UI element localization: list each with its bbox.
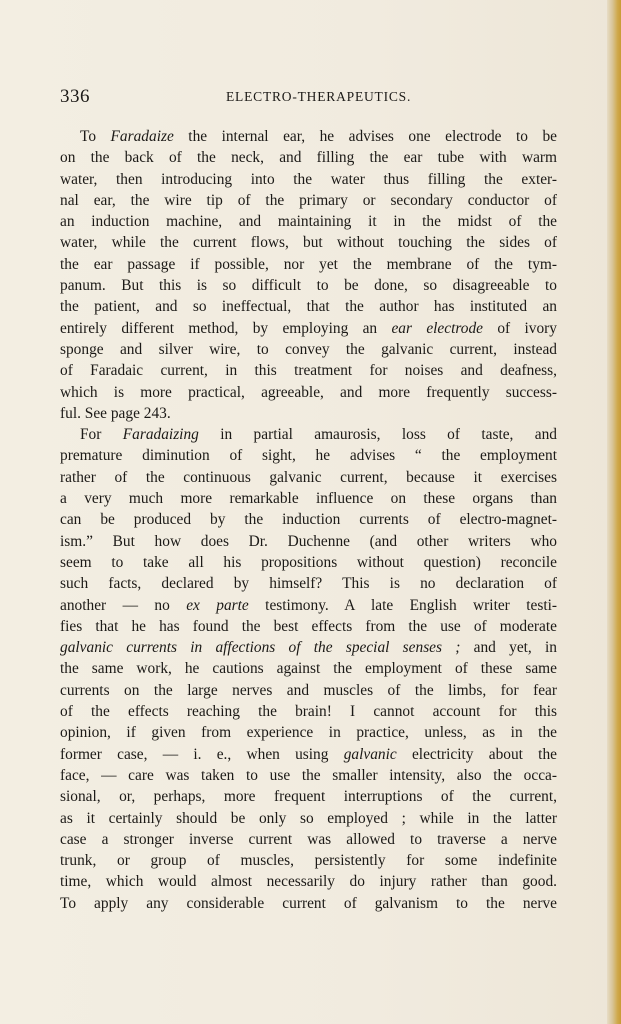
text-run: sponge and silver wire, to convey the galvanic current, instead xyxy=(60,340,557,358)
text-line xyxy=(60,467,557,488)
text-line xyxy=(60,722,557,743)
text-line xyxy=(60,637,557,658)
text-line xyxy=(60,893,557,914)
italic-text: galvanic xyxy=(343,745,397,763)
text-run: and yet, in xyxy=(460,639,557,657)
text-line xyxy=(60,382,557,403)
text-run: the same work, he cautions against the employment of these same xyxy=(60,660,557,678)
text-line xyxy=(60,211,557,232)
text-run: currents on the large nerves and muscles of the limbs, for fear xyxy=(60,681,557,699)
italic-text: ear electrode xyxy=(391,319,484,337)
text-line xyxy=(60,339,557,360)
text-run: as it certainly should be only so employed ; while in the latter xyxy=(60,809,557,827)
text-run: case a stronger inverse current was allowed to traverse a nerve xyxy=(60,830,557,848)
text-run: To xyxy=(80,128,111,145)
text-run: of the effects reaching the brain! I cannot account for this xyxy=(60,703,557,721)
text-line xyxy=(60,424,557,445)
text-run: opinion, if given from experience in practice, unless, as in the xyxy=(60,724,557,742)
text-line xyxy=(60,765,557,786)
text-run: To apply any considerable current of galvanism to the nerve xyxy=(60,894,557,912)
italic-text: Faradaizing xyxy=(122,426,199,444)
text-line xyxy=(60,403,557,424)
text-run: of ivory xyxy=(483,319,557,337)
italic-text: galvanic currents in affections of the special senses ; xyxy=(60,639,461,657)
text-line xyxy=(60,573,557,594)
text-line xyxy=(60,445,557,466)
text-run: electricity about the xyxy=(396,745,557,763)
text-line xyxy=(60,552,557,573)
text-line xyxy=(60,829,557,850)
text-line xyxy=(60,658,557,679)
text-line xyxy=(60,296,557,317)
text-run: can be produced by the induction currents of electro-magnet- xyxy=(60,511,557,529)
text-run: of Faradaic current, in this treatment for noises and deafness, xyxy=(60,362,557,380)
text-run: the patient, and so ineffectual, that the author has instituted an xyxy=(60,298,557,316)
text-run: nal ear, the wire tip of the primary or secondary conductor of xyxy=(60,191,557,209)
text-line xyxy=(60,701,557,722)
text-run: testimony. A late English writer testi- xyxy=(248,596,557,614)
text-run: fies that he has found the best effects from the use of moderate xyxy=(60,617,557,635)
text-line xyxy=(60,275,557,296)
text-run: seem to take all his propositions without question) reconcile xyxy=(60,553,557,571)
text-line xyxy=(60,318,557,339)
text-line xyxy=(60,488,557,509)
text-line xyxy=(60,254,557,275)
text-run: time, which would almost necessarily do injury rather than good. xyxy=(60,873,557,891)
text-run: the internal ear, he advises one electrode to be xyxy=(173,128,557,145)
running-head xyxy=(60,86,562,110)
text-run: face, — care was taken to use the smaller intensity, also the occa- xyxy=(60,766,557,784)
text-run: another — no xyxy=(60,596,187,614)
text-run: premature diminution of sight, he advises “ the employment xyxy=(60,447,557,465)
text-run: entirely different method, by employing an xyxy=(60,319,392,337)
text-line xyxy=(60,786,557,807)
body-text xyxy=(60,126,557,914)
text-run: water, then introducing into the water thus filling the exter- xyxy=(60,170,557,188)
text-line xyxy=(60,126,557,147)
text-line xyxy=(60,169,557,190)
text-line xyxy=(60,680,557,701)
text-line xyxy=(60,360,557,381)
italic-text: Faradaize xyxy=(110,128,174,145)
running-title: ELECTRO-THERAPEUTICS. xyxy=(226,89,412,104)
page-number: 336 xyxy=(60,86,90,107)
text-run: which is more practical, agreeable, and more frequently success- xyxy=(60,383,557,401)
text-line xyxy=(60,232,557,253)
text-run: ful. See page 243. xyxy=(60,404,171,422)
text-line xyxy=(60,850,557,871)
text-line xyxy=(60,147,557,168)
text-run: on the back of the neck, and filling the ear tube with warm xyxy=(60,149,557,167)
text-run: trunk, or group of muscles, persistently for some indefinite xyxy=(60,852,557,870)
text-run: panum. But this is so difficult to be done, so disagreeable to xyxy=(60,277,557,295)
italic-text: ex parte xyxy=(186,596,249,614)
page-edge xyxy=(607,0,621,1024)
text-run: sional, or, perhaps, more frequent interruptions of the current, xyxy=(60,788,557,806)
text-run: ism.” But how does Dr. Duchenne (and other writers who xyxy=(60,532,557,550)
text-line xyxy=(60,616,557,637)
text-line xyxy=(60,744,557,765)
text-run: former case, — i. e., when using xyxy=(60,745,344,763)
text-line xyxy=(60,871,557,892)
text-line xyxy=(60,190,557,211)
text-run: a very much more remarkable influence on these organs than xyxy=(60,490,557,508)
text-run: For xyxy=(80,426,123,444)
text-run: water, while the current flows, but without touching the sides of xyxy=(60,234,557,252)
text-line xyxy=(60,509,557,530)
text-run: rather of the continuous galvanic current, because it exercises xyxy=(60,468,557,486)
text-line xyxy=(60,595,557,616)
text-line xyxy=(60,531,557,552)
text-run: an induction machine, and maintaining it in the midst of the xyxy=(60,213,557,231)
text-line xyxy=(60,808,557,829)
text-run: the ear passage if possible, nor yet the membrane of the tym- xyxy=(60,255,557,273)
text-run: in partial amaurosis, loss of taste, and xyxy=(198,426,557,444)
text-run: such facts, declared by himself? This is no declaration of xyxy=(60,575,557,593)
